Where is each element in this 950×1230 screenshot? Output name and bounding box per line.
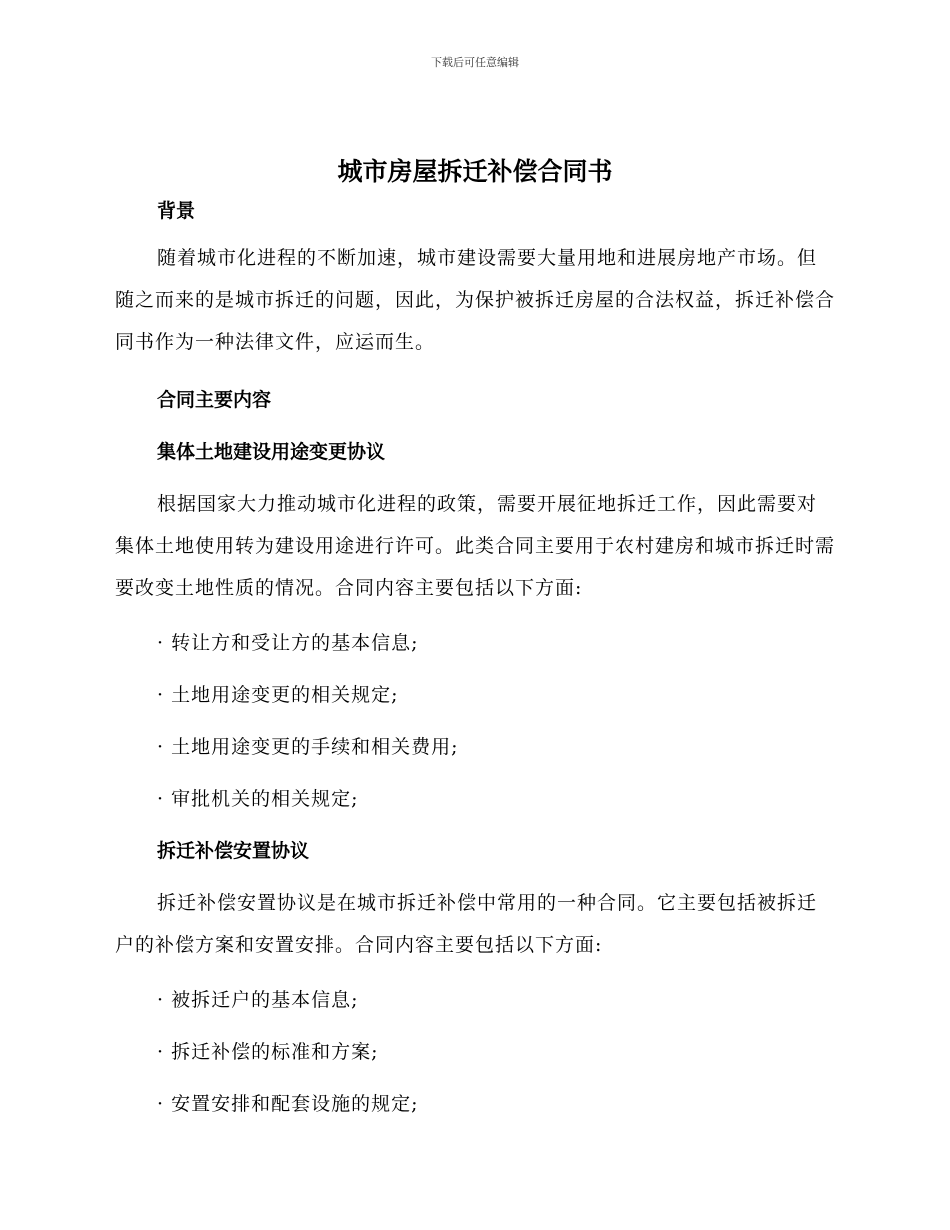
list-item: · 拆迁补偿的标准和方案; bbox=[157, 1041, 379, 1063]
page-header-note: 下载后可任意编辑 bbox=[431, 56, 519, 69]
document-title: 城市房屋拆迁补偿合同书 bbox=[337, 157, 613, 186]
section-heading-main-content: 合同主要内容 bbox=[157, 389, 272, 411]
list-item: · 审批机关的相关规定; bbox=[157, 788, 359, 810]
list-item: · 转让方和受让方的基本信息; bbox=[157, 632, 419, 654]
list-item: · 土地用途变更的相关规定; bbox=[157, 684, 399, 706]
section-heading-land-use-change: 集体土地建设用途变更协议 bbox=[157, 441, 386, 463]
section-heading-resettlement: 拆迁补偿安置协议 bbox=[157, 840, 310, 862]
list-item: · 被拆迁户的基本信息; bbox=[157, 989, 359, 1011]
paragraph-resettlement: 拆迁补偿安置协议是在城市拆迁补偿中常用的一种合同。它主要包括被拆迁户的补偿方案和安置安排。合同内容主要包括以下方面: bbox=[115, 892, 818, 956]
list-item: · 土地用途变更的手续和相关费用; bbox=[157, 736, 459, 758]
document-body bbox=[115, 196, 835, 1119]
paragraph-background: 随着城市化进程的不断加速，城市建设需要大量用地和进展房地产市场。但随之而来的是城市拆迁的问题，因此，为保护被拆迁房屋的合法权益，拆迁补偿合同书作为一种法律文件，应运而生。 bbox=[115, 247, 836, 353]
list-item: · 安置安排和配套设施的规定; bbox=[157, 1093, 419, 1115]
paragraph-land-use-change: 根据国家大力推动城市化进程的政策，需要开展征地拆迁工作，因此需要对集体土地使用转为建设用途进行许可。此类合同主要用于农村建房和城市拆迁时需要改变土地性质的情况。合同内容主要包括以下方面: bbox=[115, 493, 836, 599]
section-heading-background: 背景 bbox=[157, 200, 196, 222]
